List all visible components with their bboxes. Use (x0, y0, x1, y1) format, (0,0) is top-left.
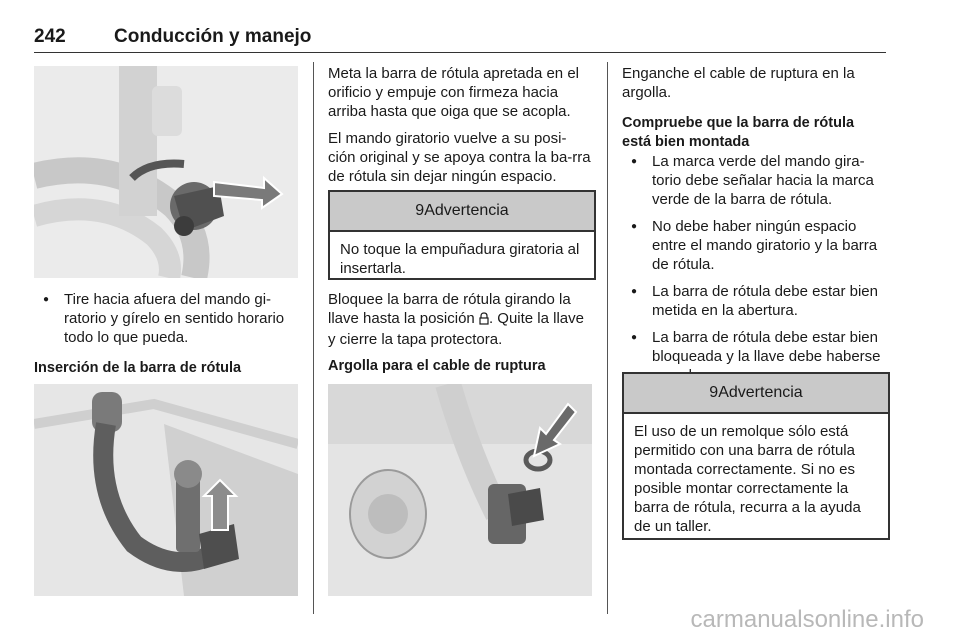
paragraph (328, 290, 592, 349)
column-divider (313, 62, 314, 614)
figure-rotary-knob (34, 66, 298, 278)
watermark: carmanualsonline.info (690, 606, 924, 633)
chapter-title: Conducción y manejo (114, 26, 312, 47)
warning-header (624, 374, 888, 414)
warning-title: Advertencia (718, 384, 803, 401)
paragraph: Enganche el cable de ruptura en la argolla. (622, 65, 855, 101)
lock-icon (479, 311, 489, 330)
column-divider (607, 62, 608, 614)
column-1-text (34, 290, 298, 378)
warning-title: Advertencia (424, 202, 509, 219)
figure-breakaway-cable-eyelet (328, 384, 592, 596)
column-2-text (328, 64, 592, 194)
section-heading: Inserción de la barra de rótula (34, 360, 242, 376)
list-item: ● La marca verde del mando gira-torio debe señalar hacia la marca verde de la barra de rótula. (622, 152, 886, 209)
warning-box (328, 190, 596, 280)
paragraph: El mando giratorio vuelve a su posi-ción original y se apoya contra la ba-rra de rótula sin dejar ningún espacio. (328, 130, 591, 185)
paragraph-part: Bloquee la barra de rótula girando la llave hasta la posición (328, 291, 571, 327)
figure-tow-bar-insertion (34, 384, 298, 596)
list-item: ● Tire hacia afuera del mando gi-ratorio y gírelo en sentido horario todo lo que pueda. (34, 290, 298, 347)
list-item: ● La barra de rótula debe estar bien bloqueada y la llave debe haberse (622, 328, 886, 385)
list-item: ● No debe haber ningún espacio entre el mando giratorio y la barra de rótula. (622, 217, 886, 274)
warning-text: No toque la empuñadura giratoria al insertarla. (340, 241, 580, 277)
section-heading: Compruebe que la barra de rótula está bien montada (622, 115, 855, 150)
warning-icon: 9 (415, 202, 425, 219)
paragraph: Meta la barra de rótula apretada en el orificio y empuje con firmeza hacia arriba hasta que oiga que se acopla. (328, 65, 579, 120)
paragraph-part: . Quite la llave y cierre la tapa protectora. (328, 310, 584, 348)
warning-box (622, 372, 890, 540)
column-3-text (622, 64, 886, 393)
page-number: 242 (34, 26, 66, 47)
column-2-text-lower (328, 290, 592, 376)
warning-text: El uso de un remolque sólo está permitido con una barra de rótula montada correctamente. Si no es posible montar correctamente la barra de rótula, recurra a la ayuda de un taller. (634, 423, 861, 535)
warning-icon: 9 (709, 384, 719, 401)
warning-header (330, 192, 594, 232)
list-item: ● La barra de rótula debe estar bien metida en la abertura. (622, 282, 886, 320)
page-header (34, 18, 886, 53)
section-heading: Argolla para el cable de ruptura (328, 358, 546, 374)
